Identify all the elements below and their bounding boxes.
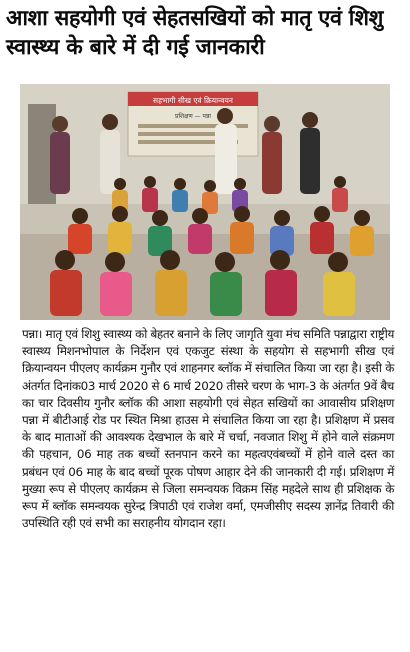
- banner-subtitle: प्रशिक्षण — पन्ना: [175, 113, 211, 120]
- group-photo: [20, 84, 390, 320]
- banner-title: सहभागी सीख एवं क्रियान्वयन: [153, 96, 233, 105]
- article-body: पन्ना। मातृ एवं शिशु स्वास्थ्य को बेहतर बनाने के लिए जागृति युवा मंच समिति पन्नाद्वारा राष्ट्रीय स्वास्थ्य मिशनभोपाल के निर्देशन एवं एकजुट संस्था के सहयोग से सहभागी सीख एवं क्रियान्वयन पीएलए कार्यक्रम गुनौर एवं शाहनगर ब्लॉक में संचालित किया जा रहा है। इसी के अंतर्गत दिनांक03 मार्च 2020 से 6 मार्च 2020 तीसरे चरण के भाग-3 के अंतर्गत 9वें बैच का चार दिवसीय गुनौर ब्लॉक की आशा सहयोगी एवं सेहत सखियों का आवासीय प्रशिक्षण पन्ना में बीटीआई रोड पर स्थित मिश्रा हाउस मे संचालित किया जा रहा है। प्रशिक्षण में प्रसव के बाद माताओं की आवश्यक देखभाल के बारे में चर्चा, नवजात शिशु में होने वाले संक्रमण की पहचान, 06 माह तक बच्चों स्तनपान करने का महत्वएवंबच्चों में होने वाले दस्त का प्रबंधन एवं 06 माह के बाद बच्चों पूरक पोषण आहार देने की जानकारी दी गई। प्रशिक्षण में मुख्या रूप से पीएलए कार्यक्रम से जिला समन्वयक विक्रम सिंह महदेले साथ ही प्रशिक्षक के रूप में ब्लॉक समन्वयक सुरेन्द्र त्रिपाठी एवं राजेश वर्मा, एमजीसीए सदस्य ज्ञानेंद्र तिवारी की उपस्थिति रही एवं सभी का सराहनीय योगदान रहा।: [22, 327, 394, 531]
- headline: आशा सहयोगी एवं सेहतसखियों को मातृ एवं शिशु स्वास्थ्य के बारे में दी गई जानकारी: [6, 6, 384, 60]
- group-photo-illustration: [20, 84, 390, 320]
